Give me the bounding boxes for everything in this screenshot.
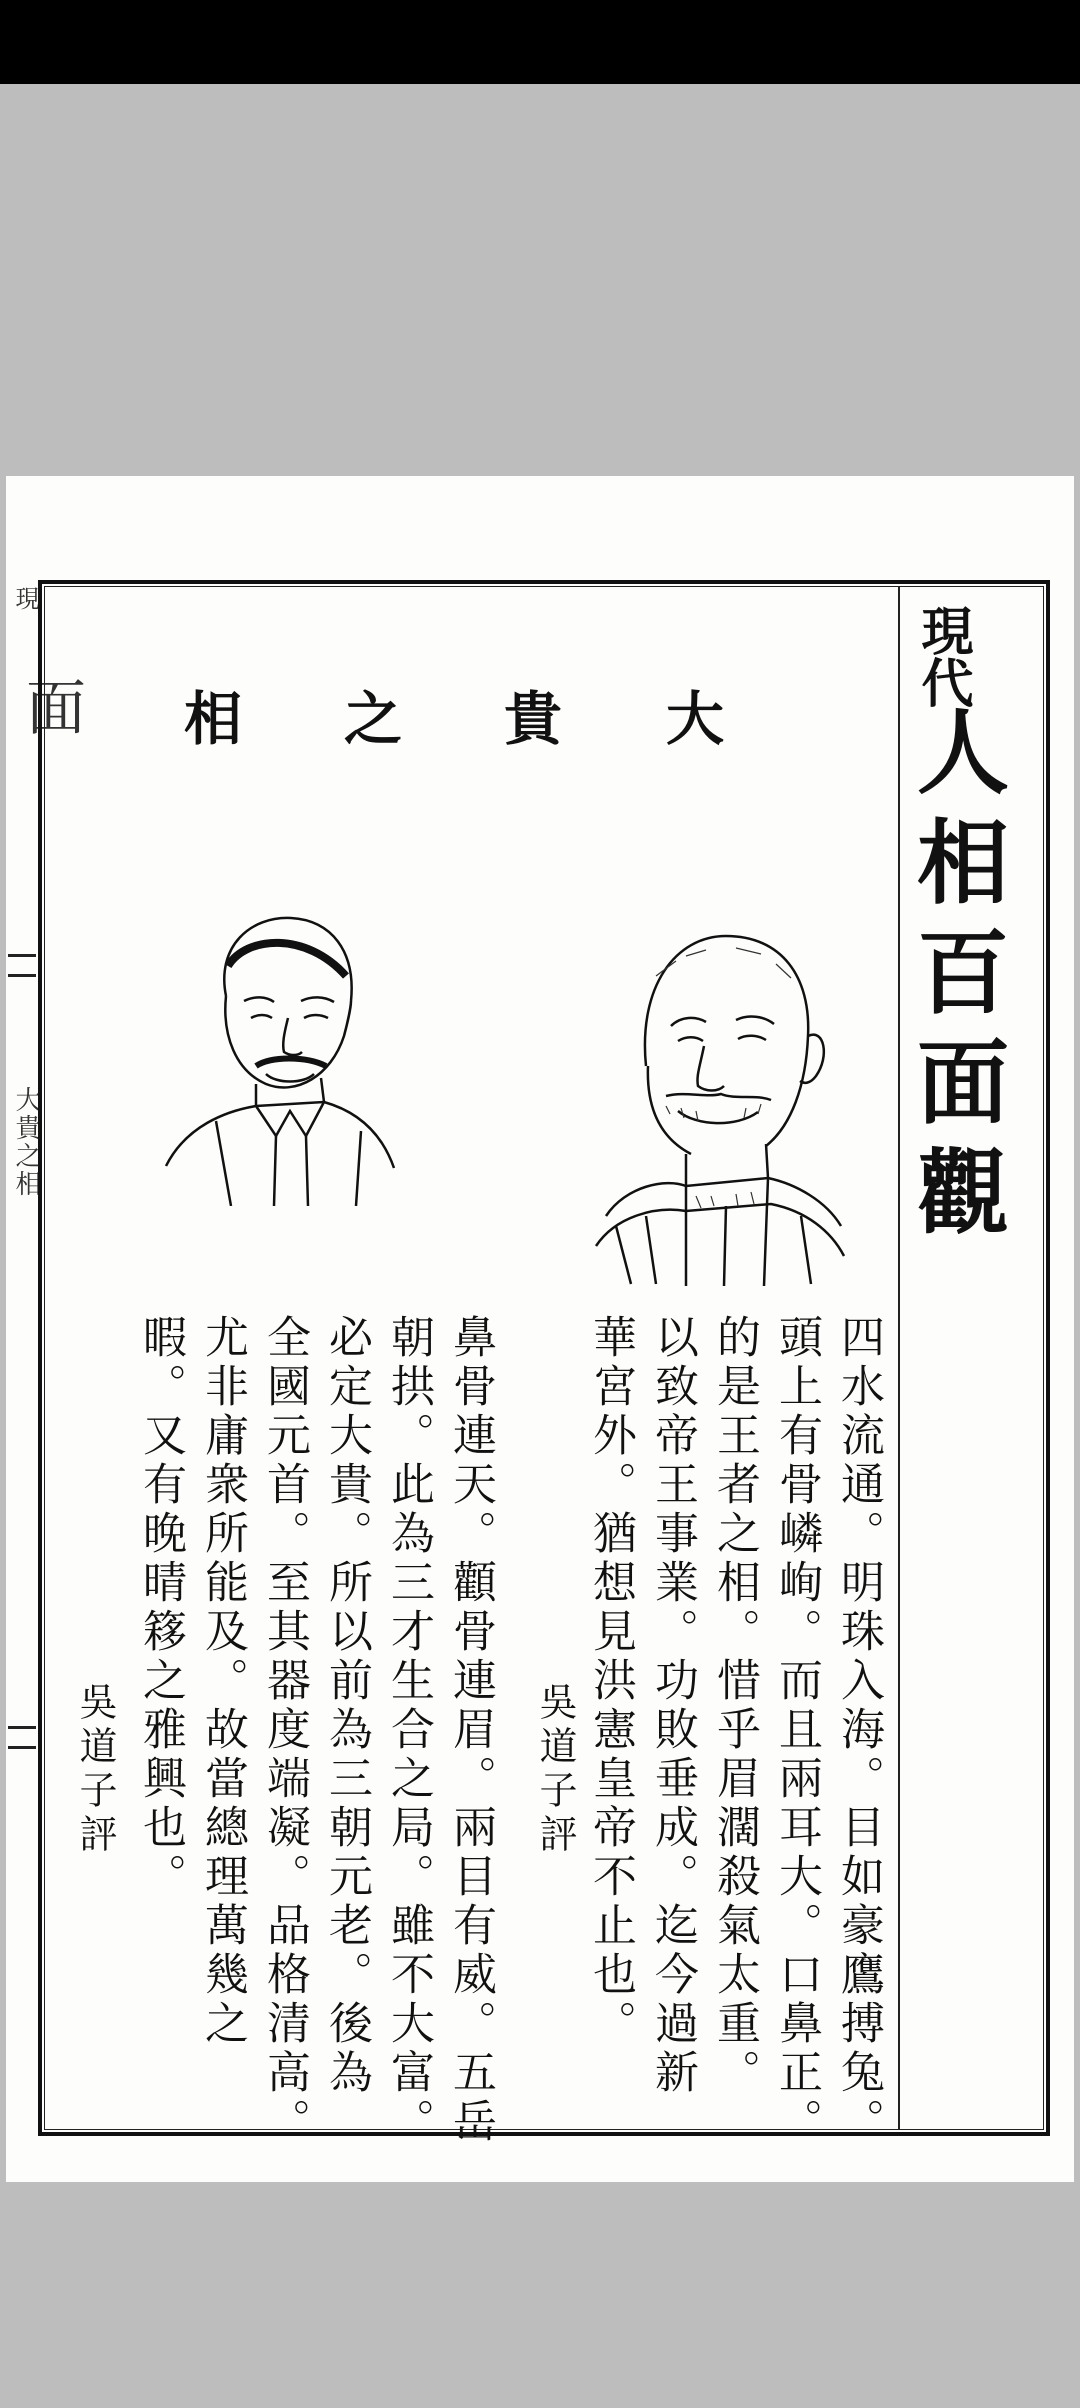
scanned-page [6, 476, 1074, 2182]
series-title [902, 594, 1036, 1594]
right-commentary-signature: 吳道子評 [533, 1682, 577, 1858]
right-commentary-col-5: 華宮外。猶想見洪憲皇帝不止也。 [585, 1314, 636, 2049]
edge-rule [8, 1726, 36, 1729]
left-commentary-signature: 吳道子評 [73, 1682, 117, 1858]
left-commentary-col-1: 鼻骨連天。顴骨連眉。兩目有威。五岳 [445, 1314, 496, 2147]
edge-fragment-3: 大貴之相 [11, 1086, 41, 1198]
left-commentary-col-3: 必定大貴。所以前為三朝元老。後為 [321, 1314, 372, 2098]
heading-char-3: 之 [344, 685, 403, 753]
edge-fragment-1: 現 [11, 586, 39, 612]
portrait-right [586, 916, 846, 1286]
page-frame-inner [44, 586, 1044, 2130]
series-title-small: 現代 [912, 604, 973, 708]
edge-fragment-2: 面 [16, 676, 86, 738]
edge-rule [8, 974, 36, 977]
edge-rule [8, 954, 36, 957]
heading-char-1: 大 [666, 685, 725, 753]
series-title-big: 人相百面觀 [902, 704, 1010, 1254]
left-commentary-col-6: 暇。又有晚晴簃之雅興也。 [135, 1314, 186, 1902]
left-commentary-col-5: 尤非庸衆所能及。故當總理萬幾之 [197, 1314, 248, 2049]
status-bar [0, 0, 1080, 84]
heading-char-4: 相 [184, 685, 243, 753]
image-viewer[interactable] [0, 84, 1080, 2408]
left-commentary-col-2: 朝拱。此為三才生合之局。雖不大富。 [383, 1314, 434, 2147]
right-commentary-col-3: 的是王者之相。惜乎眉濶殺氣太重。 [709, 1314, 760, 2098]
right-commentary-col-4: 以致帝王事業。功敗垂成。迄今過新 [647, 1314, 698, 2098]
heading-char-2: 貴 [504, 685, 563, 753]
right-commentary-col-2: 頭上有骨嶙峋。而且兩耳大。口鼻正。 [771, 1314, 822, 2147]
adjacent-page-edge [6, 476, 86, 2182]
edge-rule [8, 1746, 36, 1749]
right-commentary-col-1: 四水流通。明珠入海。目如豪鷹搏兔。 [833, 1314, 884, 2147]
left-commentary-col-4: 全國元首。至其器度端凝。品格清高。 [259, 1314, 310, 2147]
portrait-left [156, 906, 396, 1206]
title-divider [898, 586, 900, 2130]
